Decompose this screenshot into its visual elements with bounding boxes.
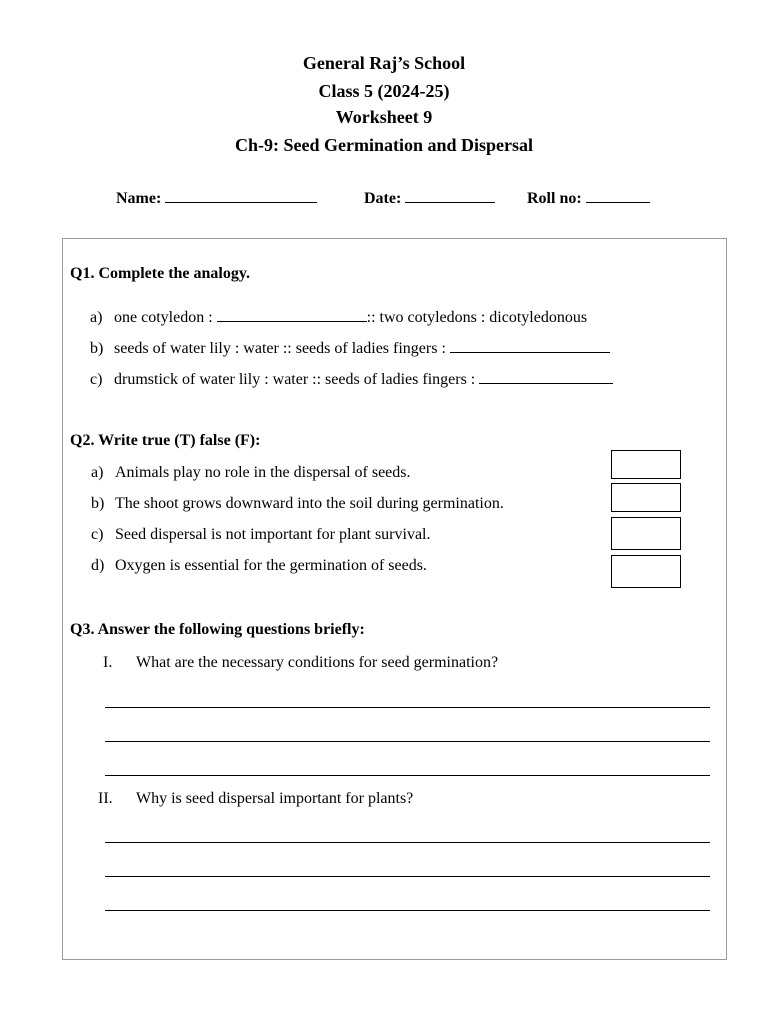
- q3-item-i: [103, 653, 498, 673]
- q1-item-mark: a): [90, 309, 103, 326]
- name-label: Name:: [116, 190, 162, 207]
- q2-item-mark: b): [91, 495, 105, 512]
- q3-answer-line[interactable]: [105, 910, 710, 911]
- name-blank[interactable]: [165, 188, 317, 203]
- q1-item-a: [90, 307, 587, 328]
- q1-item-text: :: two cotyledons : dicotyledonous: [366, 309, 588, 326]
- q2-item-text: Seed dispersal is not important for plant survival.: [115, 526, 431, 543]
- q2-answer-box-c[interactable]: [611, 517, 681, 550]
- q2-title: Q2. Write true (T) false (F):: [70, 432, 261, 449]
- q3-item-ii: [98, 789, 413, 809]
- q2-item-text: Animals play no role in the dispersal of seeds.: [115, 464, 411, 481]
- roll-blank[interactable]: [586, 188, 650, 203]
- q3-answer-line[interactable]: [105, 707, 710, 708]
- q1-item-text: drumstick of water lily : water :: seeds of ladies fingers :: [114, 371, 480, 388]
- q3-item-text: What are the necessary conditions for seed germination?: [136, 654, 499, 671]
- q2-item-b: [91, 494, 504, 514]
- q2-item-c: [91, 525, 431, 545]
- q1-item-text: seeds of water lily : water :: seeds of ladies fingers :: [114, 340, 450, 357]
- date-label: Date:: [364, 190, 402, 207]
- q2-answer-box-b[interactable]: [611, 483, 681, 512]
- q3-answer-line[interactable]: [105, 775, 710, 776]
- date-field: [364, 188, 495, 209]
- date-blank[interactable]: [405, 188, 495, 203]
- name-field: [116, 188, 317, 209]
- roll-label: Roll no:: [527, 190, 582, 207]
- q1-item-mark: c): [90, 371, 103, 388]
- q2-item-mark: a): [91, 464, 104, 481]
- class-title: Class 5 (2024-25): [318, 81, 450, 101]
- q1-item-mark: b): [90, 340, 104, 357]
- roll-field: [527, 188, 650, 209]
- q2-item-text: Oxygen is essential for the germination of seeds.: [115, 557, 427, 574]
- q2-answer-box-d[interactable]: [611, 555, 681, 588]
- q1-answer-blank[interactable]: [450, 338, 610, 353]
- q1-answer-blank[interactable]: [217, 307, 367, 322]
- q1-item-b: [90, 338, 610, 359]
- q3-item-text: Why is seed dispersal important for plants?: [136, 790, 414, 807]
- school-name: General Raj’s School: [302, 53, 466, 73]
- q1-title: Q1. Complete the analogy.: [70, 265, 250, 282]
- worksheet-title: Worksheet 9: [335, 107, 433, 127]
- q3-answer-line[interactable]: [105, 741, 710, 742]
- q2-item-text: The shoot grows downward into the soil during germination.: [115, 495, 504, 512]
- chapter-title: Ch-9: Seed Germination and Dispersal: [234, 135, 533, 155]
- q2-item-d: [91, 556, 427, 576]
- q3-answer-line[interactable]: [105, 876, 710, 877]
- q3-item-mark: I.: [103, 654, 113, 671]
- q3-answer-line[interactable]: [105, 842, 710, 843]
- q2-answer-box-a[interactable]: [611, 450, 681, 479]
- q2-item-a: [91, 463, 411, 483]
- q3-item-mark: II.: [98, 790, 113, 807]
- q1-item-text: one cotyledon :: [114, 309, 217, 326]
- q2-item-mark: d): [91, 557, 105, 574]
- q2-item-mark: c): [91, 526, 104, 543]
- q3-title: Q3. Answer the following questions briefly:: [70, 621, 365, 638]
- q1-item-c: [90, 369, 613, 390]
- q1-answer-blank[interactable]: [479, 369, 613, 384]
